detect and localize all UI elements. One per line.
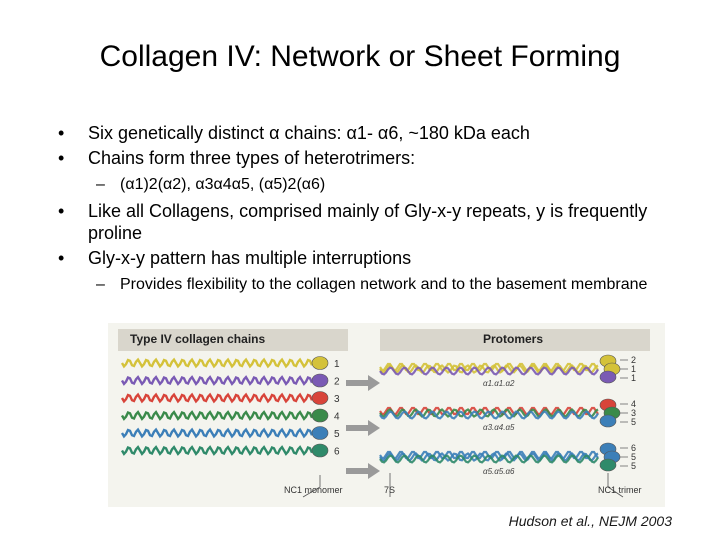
- seven-s-label: 7S: [384, 485, 396, 495]
- protomer-nc1-domain: [600, 415, 616, 427]
- sub-bullet-item: [58, 275, 698, 294]
- bullet-list: [58, 122, 698, 300]
- arrow-head-icon: [368, 420, 380, 436]
- nc1-domain: [312, 357, 328, 370]
- protomer-nc1-domain: [600, 371, 616, 383]
- collagen-figure: [108, 323, 665, 507]
- protomer-label: α1.α1.α2: [483, 379, 515, 388]
- chain-number-label: 6: [334, 446, 340, 458]
- collagen-chain: [122, 447, 312, 454]
- protomer-nc1-domain: [600, 459, 616, 471]
- arrow-head-icon: [368, 375, 380, 391]
- protomer-number-label: 5: [631, 461, 637, 471]
- sub-bullet-item: [58, 175, 698, 194]
- bullet-text: Six genetically distinct α chains: α1- α6, ~180 kDa each: [88, 123, 530, 143]
- protomer-number-label: 1: [631, 364, 637, 374]
- chain-number-label: 5: [334, 429, 340, 440]
- collagen-chain: [122, 377, 312, 384]
- chain-number-label: 3: [334, 394, 340, 405]
- protomer-number-label: 2: [631, 355, 637, 365]
- chains-title: Type IV collagen chains: [130, 332, 266, 346]
- protomers-title: Protomers: [483, 332, 544, 346]
- bullet-item: [58, 200, 698, 244]
- protomer-number-label: 5: [631, 452, 637, 462]
- bullet-dot-icon: •: [58, 248, 65, 268]
- bullet-text: Like all Collagens, comprised mainly of Gly-x-y repeats, y is frequently proline: [88, 201, 648, 243]
- citation: Hudson et al., NEJM 2003: [508, 513, 672, 529]
- nc1-domain: [312, 409, 328, 422]
- bullet-dot-icon: •: [58, 201, 65, 221]
- protomer-number-label: 5: [631, 417, 637, 427]
- sub-bullet-text: Provides flexibility to the collagen network and to the basement membrane: [120, 276, 648, 293]
- nc1-monomer-label: NC1 monomer: [284, 485, 343, 495]
- collagen-chain: [122, 360, 312, 367]
- slide-title: Collagen IV: Network or Sheet Forming: [99, 40, 621, 73]
- protomer-number-label: 6: [631, 443, 637, 453]
- protomer-number-label: 4: [631, 399, 637, 409]
- chain-number-label: 2: [334, 376, 340, 388]
- dash-icon: –: [96, 276, 105, 293]
- collagen-chain: [122, 430, 312, 437]
- bullet-dot-icon: •: [58, 148, 65, 168]
- bullet-item: [58, 247, 698, 269]
- protomer-label: α3.α4.α5: [483, 423, 515, 432]
- bullet-item: [58, 147, 698, 169]
- protomer-number-label: 3: [631, 408, 637, 418]
- protomer-label: α5.α5.α6: [483, 467, 515, 476]
- collagen-diagram-svg: [108, 323, 665, 507]
- collagen-chain: [122, 395, 312, 402]
- arrow-head-icon: [368, 463, 380, 479]
- sub-bullet-text: (α1)2(α2), α3α4α5, (α5)2(α6): [120, 176, 326, 193]
- dash-icon: –: [96, 176, 105, 193]
- bullet-item: [58, 122, 698, 144]
- chain-number-label: 1: [334, 359, 340, 370]
- bullet-dot-icon: •: [58, 123, 65, 143]
- nc1-domain: [312, 444, 328, 457]
- nc1-domain: [312, 392, 328, 405]
- bullet-text: Chains form three types of heterotrimers:: [88, 148, 416, 168]
- nc1-domain: [312, 427, 328, 440]
- nc1-trimer-label: NC1 trimer: [598, 485, 642, 495]
- nc1-domain: [312, 374, 328, 387]
- protomer-number-label: 1: [631, 373, 637, 383]
- bullet-text: Gly-x-y pattern has multiple interruptions: [88, 248, 412, 268]
- chain-number-label: 4: [334, 411, 340, 423]
- collagen-chain: [122, 412, 312, 419]
